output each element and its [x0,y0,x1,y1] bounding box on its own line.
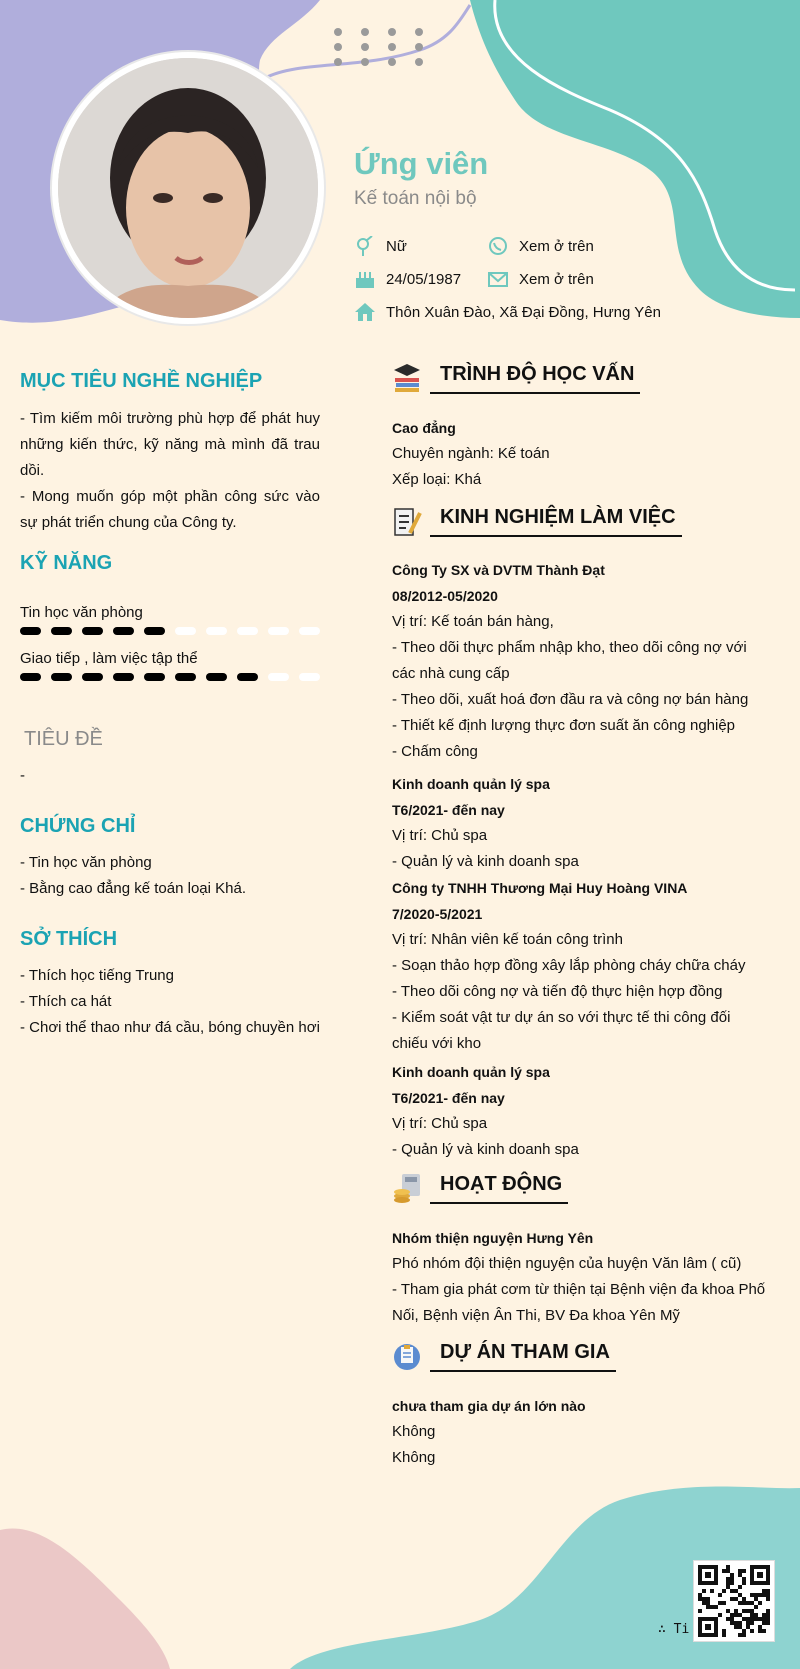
job-line: Vị trí: Chủ spa [392,827,488,844]
skill-dash [82,673,103,681]
certificate-item: - Bằng cao đẳng kế toán loại Khá. [20,880,246,897]
job-company: Kinh doanh quản lý spa [392,776,550,792]
skill-dash [206,673,227,681]
skill-dash [299,627,320,635]
address-value: Thôn Xuân Đào, Xã Đại Đồng, Hưng Yên [386,303,661,321]
skill-dash [268,627,289,635]
education-body [392,415,772,493]
job-period: T6/2021- đến nay [392,1090,505,1106]
education-books-icon [392,362,422,394]
gender-icon [354,236,376,256]
skill-dash [237,673,258,681]
skill-dash [268,673,289,681]
activity-org: Nhóm thiện nguyện Hưng Yên [392,1230,594,1246]
projects-body [392,1393,782,1471]
activity-line: Phó nhóm đội thiện nguyện của huyện Văn lâm ( cũ) [392,1255,742,1272]
projects-clipboard-icon [392,1340,422,1372]
job-line: Vị trí: Nhân viên kế toán công trình [392,931,623,948]
qr-code [693,1560,775,1642]
job-line: - Quản lý và kinh doanh spa [392,1141,579,1158]
activities-coins-icon [392,1172,422,1204]
activities-heading: HOẠT ĐỘNG [430,1173,568,1204]
skill-label-2: Giao tiếp , làm việc tập thể [20,650,198,667]
custom-text: - [20,767,25,784]
skill-dash [51,673,72,681]
education-grade: Xếp loại: Khá [392,471,482,488]
email-row [487,269,594,289]
skills-heading: KỸ NĂNG [20,552,113,574]
activities-body [392,1225,782,1329]
skill-dash [299,673,320,681]
skill-dash [82,627,103,635]
skill-level-2 [20,673,320,681]
project-name: chưa tham gia dự án lớn nào [392,1398,586,1414]
email-icon [487,269,509,289]
skill-dash [144,673,165,681]
certificate-item: - Tin học văn phòng [20,854,152,871]
skill-dash [113,627,134,635]
qr-code-pattern [694,1561,774,1641]
job-line: - Theo dõi, xuất hoá đơn đầu ra và công nợ bán hàng [392,691,749,708]
education-school: Cao đẳng [392,420,456,436]
skill-dash [237,627,258,635]
projects-heading: DỰ ÁN THAM GIA [430,1341,616,1372]
education-heading: TRÌNH ĐỘ HỌC VẤN [430,363,640,394]
job-company: Công ty TNHH Thương Mại Huy Hoàng VINA [392,880,688,896]
candidate-job-title: Kế toán nội bộ [354,188,477,209]
skill-dash [144,627,165,635]
hobby-item: - Chơi thể thao như đá cầu, bóng chuyền hơi [20,1019,320,1036]
activity-line: Nối, Bệnh viện Ân Thi, BV Đa khoa Yên Mỹ [392,1307,680,1324]
job-company: Công Ty SX và DVTM Thành Đạt [392,562,605,578]
skill-dash [20,673,41,681]
certificates-heading: CHỨNG CHỈ [20,815,136,837]
experience-job-1 [392,557,782,765]
job-line: - Soạn thảo hợp đồng xây lắp phòng cháy chữa cháy [392,957,746,974]
activity-line: - Tham gia phát cơm từ thiện tại Bệnh viện đa khoa Phố [392,1281,766,1298]
education-major: Chuyên ngành: Kế toán [392,445,550,462]
skill-label-1: Tin học văn phòng [20,604,143,621]
objective-heading: MỤC TIÊU NGHỀ NGHIỆP [20,370,263,392]
skill-level-1 [20,627,320,635]
hobby-item: - Thích học tiếng Trung [20,967,174,984]
skill-dash [113,673,134,681]
job-line: - Quản lý và kinh doanh spa [392,853,579,870]
job-line: Vị trí: Chủ spa [392,1115,488,1132]
objective-line-2: - Mong muốn góp một phần công sức vào sự phát triển chung của Công ty. [20,488,320,531]
job-line: các nhà cung cấp [392,665,510,682]
experience-job-3 [392,875,782,1057]
activities-header [392,1172,568,1204]
birthday-value: 24/05/1987 [386,270,462,288]
job-period: T6/2021- đến nay [392,802,505,818]
phone-value: Xem ở trên [519,237,594,255]
candidate-name: Ứng viên [354,146,489,181]
job-line: - Kiểm soát vật tư dự án so với thực tế thi công đối [392,1009,731,1026]
gender-row [354,236,407,256]
job-line: - Thiết kế định lượng thực đơn suất ăn công nghiệp [392,717,736,734]
skill-dash [175,627,196,635]
job-period: 08/2012-05/2020 [392,588,498,604]
certificates-list [20,850,246,902]
skill-dash [20,627,41,635]
job-company: Kinh doanh quản lý spa [392,1064,550,1080]
skill-dash [51,627,72,635]
education-header [392,362,640,394]
photo-illustration [58,58,318,318]
project-line: Không [392,1423,436,1440]
hobbies-heading: SỞ THÍCH [20,928,118,950]
experience-header [392,505,682,537]
job-line: - Chấm công [392,743,478,760]
objective-text [20,406,320,536]
job-period: 7/2020-5/2021 [392,906,483,922]
home-icon [354,302,376,322]
hobby-item: - Thích ca hát [20,993,112,1010]
custom-heading: TIÊU ĐỀ [24,728,103,750]
skill-dash [175,673,196,681]
pink-blob [0,1528,170,1669]
experience-heading: KINH NGHIỆM LÀM VIỆC [430,506,682,537]
birthday-cake-icon [354,269,376,289]
email-value: Xem ở trên [519,270,594,288]
job-line: Vị trí: Kế toán bán hàng, [392,613,554,630]
experience-job-2 [392,771,782,875]
job-line: - Theo dõi công nợ và tiến độ thực hiện hợp đồng [392,983,723,1000]
phone-row [487,236,594,256]
experience-job-4 [392,1059,782,1163]
footer-watermark: ∴ Ti [658,1622,690,1637]
job-line: chiếu với kho [392,1035,482,1052]
job-line: - Theo dõi thực phẩm nhập kho, theo dõi công nợ với [392,639,747,656]
phone-icon [487,236,509,256]
address-row [354,302,661,322]
profile-photo [52,52,324,324]
gender-value: Nữ [386,237,407,255]
projects-header [392,1340,616,1372]
objective-line-1: - Tìm kiếm môi trường phù hợp để phát huy những kiến thức, kỹ năng mà mình đã trau dồi. [20,410,320,479]
birthday-row [354,269,461,289]
project-line: Không [392,1449,436,1466]
skill-dash [206,627,227,635]
experience-checklist-icon [392,505,422,537]
hobbies-list [20,963,320,1041]
